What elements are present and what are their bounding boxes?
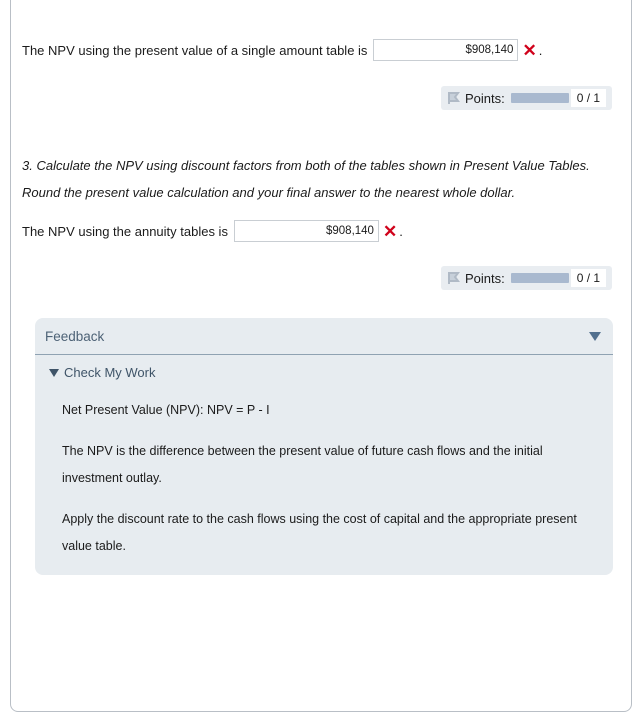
flag-icon	[447, 271, 461, 285]
check-my-work-label: Check My Work	[64, 365, 156, 380]
sentence-period: .	[538, 42, 543, 58]
incorrect-x-icon: ✕	[382, 221, 398, 241]
incorrect-x-icon: ✕	[522, 40, 537, 60]
question-3-line-1: 3. Calculate the NPV using discount factors from both of the tables shown in Present Value Tables.	[22, 158, 590, 173]
points-indicator	[441, 86, 612, 110]
feedback-header[interactable]	[35, 318, 613, 355]
npv-single-amount-input[interactable]: $908,140	[373, 39, 518, 61]
npv-annuity-label: The NPV using the annuity tables is	[22, 223, 228, 239]
sentence-period: .	[399, 223, 403, 239]
npv-annuity-input[interactable]: $908,140	[234, 220, 379, 242]
feedback-paragraph-1: The NPV is the difference between the present value of future cash flows and the initial investment outlay.	[62, 444, 543, 485]
expand-triangle-icon	[49, 369, 59, 377]
collapse-triangle-icon[interactable]	[589, 332, 601, 341]
points-label: Points:	[465, 90, 505, 106]
npv-annuity-row	[22, 220, 403, 242]
points-bar	[511, 93, 569, 103]
points-score: 0 / 1	[571, 269, 606, 287]
npv-single-amount-label: The NPV using the present value of a single amount table is	[22, 42, 368, 58]
check-my-work-toggle[interactable]	[49, 365, 613, 380]
points-indicator	[441, 266, 612, 290]
flag-icon	[447, 91, 461, 105]
points-bar	[511, 273, 569, 283]
question-3-instructions	[22, 152, 622, 206]
points-score: 0 / 1	[571, 89, 606, 107]
question-3-line-2: Round the present value calculation and your final answer to the nearest whole dollar.	[22, 185, 516, 200]
points-label: Points:	[465, 270, 505, 286]
feedback-paragraph-2: Apply the discount rate to the cash flows using the cost of capital and the appropriate present value table.	[62, 512, 577, 553]
feedback-title: Feedback	[45, 328, 105, 344]
npv-formula: Net Present Value (NPV): NPV = P - I	[62, 403, 270, 417]
feedback-panel	[35, 318, 613, 575]
npv-single-amount-row	[22, 39, 542, 61]
